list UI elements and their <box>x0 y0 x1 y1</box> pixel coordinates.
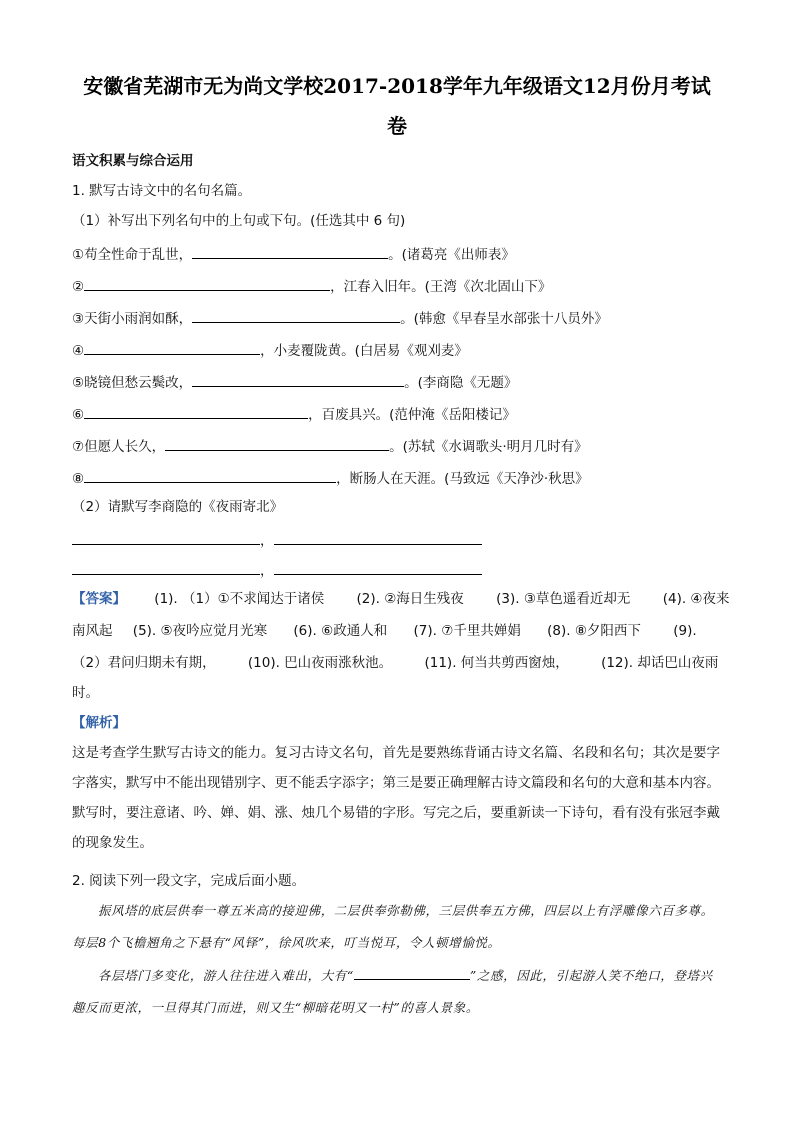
answer-line-1: 【答案】 (1). （1）①不求闻达于诸侯 (2). ②海日生残夜 (3). ③草色遥看近却无 (4). ④夜来 <box>72 591 730 607</box>
answer-line-4: 时。 <box>72 685 99 701</box>
poem-blank-row-1: ， <box>72 530 482 550</box>
analysis-tag: 【解析】 <box>72 715 126 731</box>
exam-title-line2: 卷 <box>387 114 407 138</box>
answer-blank[interactable] <box>274 560 482 575</box>
answer-blank[interactable] <box>192 372 404 387</box>
answer-blank[interactable] <box>354 965 470 980</box>
section-heading: 语文积累与综合运用 <box>72 153 194 169</box>
answer-blank[interactable] <box>72 560 260 575</box>
blank-item-3: ③天街小雨润如酥， 。(韩愈《早春呈水部张十八员外》 <box>72 308 608 328</box>
blank-item-8: ⑧ ，断肠人在天涯。(马致远《天净沙·秋思》 <box>72 468 589 488</box>
blank-item-1: ①苟全性命于乱世， 。(诸葛亮《出师表》 <box>72 244 515 264</box>
answer-line-3: （2）君问归期未有期， (10). 巴山夜雨涨秋池。 (11). 何当共剪西窗烛， (12). 却话巴山夜雨 <box>72 655 719 671</box>
poem-blank-row-2: ， <box>72 560 482 580</box>
answer-blank[interactable] <box>72 530 260 545</box>
reading-paragraph-1: 振风塔的底层供奉一尊五米高的接迎佛，二层供奉弥勒佛，三层供奉五方佛，四层以上有浮雕像六百多尊。每层8个飞檐翘角之下悬有“风铎”，徐风吹来，叮当悦耳，令人顿增愉悦。 <box>72 903 714 950</box>
answer-blank[interactable] <box>192 308 400 323</box>
question-1-stem: 1. 默写古诗文中的名句名篇。 <box>72 183 252 199</box>
blank-item-4: ④ ，小麦覆陇黄。(白居易《观刈麦》 <box>72 340 468 360</box>
answer-blank[interactable] <box>192 244 388 259</box>
answer-blank[interactable] <box>165 436 389 451</box>
question-2-stem: 2. 阅读下列一段文字，完成后面小题。 <box>72 873 306 889</box>
analysis-text: 这是考查学生默写古诗文的能力。复习古诗文名句，首先是要熟练背诵古诗文名篇、名段和名句；其次是要字字落实，默写中不能出现错别字、更不能丢字添字；第三是要正确理解古诗文篇段和名句的大意和基本内容。默写时，要注意诸、吟、婵、娟、涨、烛几个易错的字形。写完之后，要重新读一下诗句，看有没有张冠李戴的现象发生。 <box>72 745 720 851</box>
blank-item-2: ② ，江春入旧年。(王湾《次北固山下》 <box>72 276 551 296</box>
question-1-sub2: （2）请默写李商隐的《夜雨寄北》 <box>72 499 284 515</box>
reading-paragraph-2: 各层塔门多变化，游人往往进入难出，大有“ ”之感，因此，引起游人笑不绝口，登塔兴趣反而更浓，一旦得其门而进，则又生“柳暗花明又一村”的喜人景象。 <box>72 960 724 1024</box>
exam-title-line1: 安徽省芜湖市无为尚文学校2017-2018学年九年级语文12月份月考试 <box>83 74 711 98</box>
answer-tag: 【答案】 <box>72 591 126 607</box>
question-1-sub1: （1）补写出下列名句中的上句或下句。(任选其中 6 句) <box>72 213 406 229</box>
answer-blank[interactable] <box>84 468 336 483</box>
answer-blank[interactable] <box>84 276 330 291</box>
blank-item-6: ⑥ ，百废具兴。(范仲淹《岳阳楼记》 <box>72 404 516 424</box>
answer-blank[interactable] <box>84 340 260 355</box>
answer-blank[interactable] <box>84 404 308 419</box>
answer-blank[interactable] <box>274 530 482 545</box>
blank-item-7: ⑦但愿人长久， 。(苏轼《水调歌头·明月几时有》 <box>72 436 588 456</box>
blank-item-5: ⑤晓镜但愁云鬓改， 。(李商隐《无题》 <box>72 372 517 392</box>
answer-line-2: 南风起 (5). ⑤夜吟应觉月光寒 (6). ⑥政通人和 (7). ⑦千里共婵娟 (8). ⑧夕阳西下 (9). <box>72 623 697 639</box>
